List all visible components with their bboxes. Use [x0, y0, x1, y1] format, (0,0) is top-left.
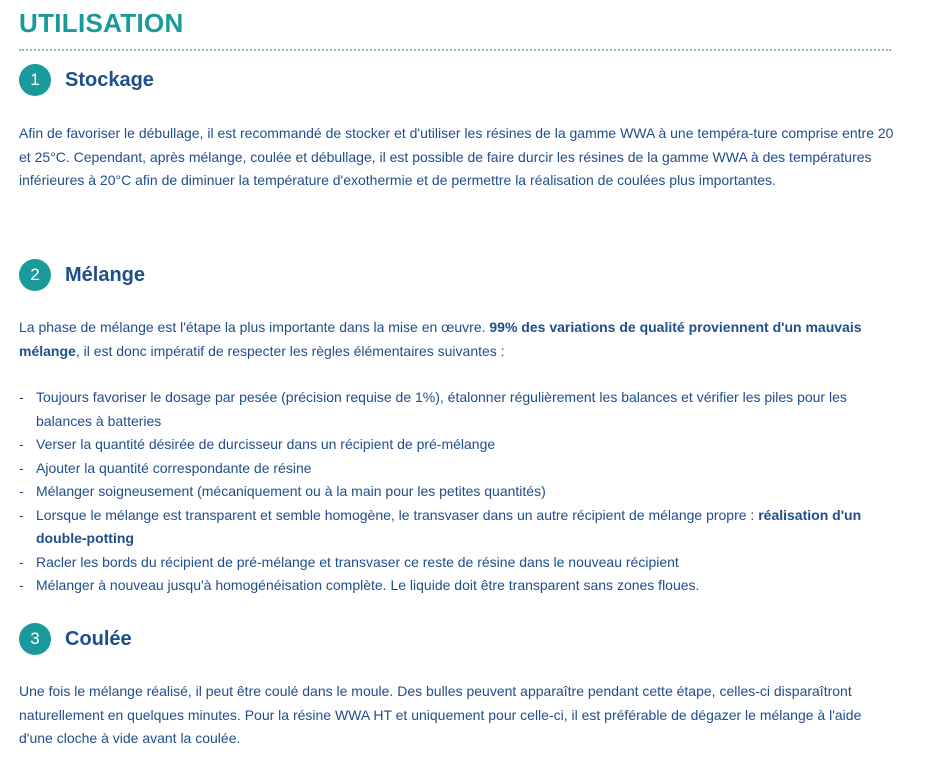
section-title: Stockage [65, 69, 154, 91]
section-number-badge: 3 [19, 623, 51, 655]
section-number-badge: 2 [19, 259, 51, 291]
section-stockage-body: Afin de favoriser le débullage, il est recommandé de stocker et d'utiliser les résines de la gamme WWA à une tempéra-ture comprise entre 20 et 25°C. Cependant, après mélange, coulée et débullage, il est possible de faire durcir les résines de la gamme WWA à des températures inférieures à 20°C afin de diminuer la température d'exothermie et de permettre la réalisation de coulées plus importantes. [19, 125, 894, 188]
list-item: - Toujours favoriser le dosage par pesée (précision requise de 1%), étalonner régulièrement les balances et vérifier les piles pour les balances à batteries [19, 389, 847, 429]
section-title: Mélange [65, 264, 146, 286]
title-divider [19, 49, 891, 51]
melange-rules-list [19, 386, 894, 598]
list-item: - Mélanger à nouveau jusqu'à homogénéisation complète. Le liquide doit être transparent sans zones floues. [19, 577, 700, 593]
list-item: - Ajouter la quantité correspondante de résine [19, 459, 312, 476]
list-item: - Lorsque le mélange est transparent et semble homogène, le transvaser dans un autre récipient de mélange propre : réalisation d'un double-potting [19, 506, 862, 546]
list-item-emphasis: réalisation d'un double-potting [36, 506, 862, 546]
intro-text-end: , il est donc impératif de respecter les règles élémentaires suivantes : [75, 342, 505, 359]
list-item: - Racler les bords du récipient de pré-mélange et transvaser ce reste de résine dans le nouveau récipient [19, 553, 679, 570]
intro-emphasis: 99% des variations de qualité proviennent d'un mauvais mélange [19, 319, 862, 359]
list-item: - Verser la quantité désirée de durcisseur dans un récipient de pré-mélange [19, 436, 496, 452]
section-coulee-body: Une fois le mélange réalisé, il peut être coulé dans le moule. Des bulles peuvent apparaître pendant cette étape, celles-ci disparaîtront naturellement en quelques minutes. Pour la résine WWA HT et uniquement pour celle-ci, il est préférable de dégazer le mélange à l'aide d'une cloche à vide avant la coulée. [19, 683, 862, 746]
intro-text: La phase de mélange est l'étape la plus importante dans la mise en œuvre. [19, 319, 490, 335]
page-title: UTILISATION [19, 8, 184, 38]
section-melange-intro [19, 316, 894, 363]
section-number-badge: 1 [19, 64, 51, 96]
section-title: Coulée [65, 628, 132, 650]
list-item: - Mélanger soigneusement (mécaniquement ou à la main pour les petites quantités) [19, 483, 546, 499]
